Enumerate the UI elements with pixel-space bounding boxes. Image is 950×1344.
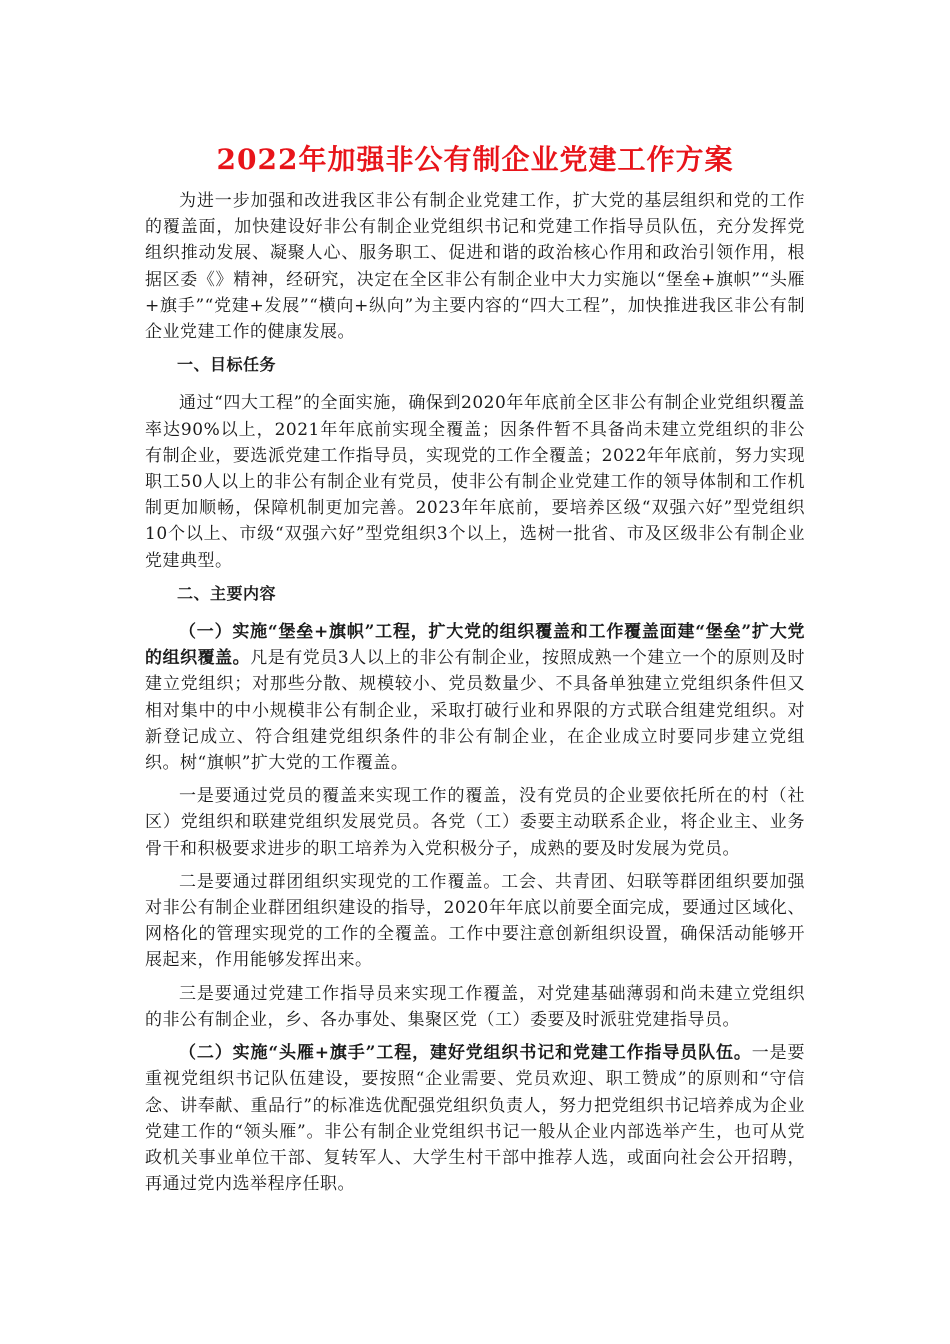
part1-paragraph xyxy=(145,619,805,776)
part1-text: 凡是有党员3人以上的非公有制企业，按照成熟一个建立一个的原则及时建立党组织；对那些分散、规模较小、党员数量少、不具备单独建立党组织条件但又相对集中的中小规模非公有制企业，采取打破行业和界限的方式联合组建党组织。对新登记成立、符合组建党组织条件的非公有制企业，在企业成立时要同步建立党组织。树“旗帜”扩大党的工作覆盖。 xyxy=(145,648,805,774)
part1-heading: （一）实施“堡垒+旗帜”工程，扩大党的组织覆盖和工作覆盖面建“堡垒”扩大党的组织覆盖。 xyxy=(145,622,805,669)
part2-paragraph xyxy=(145,1040,805,1197)
intro-paragraph: 为进一步加强和改进我区非公有制企业党建工作，扩大党的基层组织和党的工作的覆盖面，加快建设好非公有制企业党组织书记和党建工作指导员队伍，充分发挥党组织推动发展、凝聚人心、服务职工、促进和谐的政治核心作用和政治引领作用，根据区委《》精神，经研究，决定在全区非公有制企业中大力实施以“堡垒+旗帜”“头雁+旗手”“党建+发展”“横向+纵向”为主要内容的“四大工程”，加快推进我区非公有制企业党建工作的健康发展。 xyxy=(145,191,805,343)
document-title: 2022年加强非公有制企业党建工作方案 xyxy=(216,143,734,176)
part2-text: 一是要重视党组织书记队伍建设，要按照“企业需要、党员欢迎、职工赞成”的原则和“守信念、讲奉献、重品行”的标准选优配强党组织负责人，努力把党组织书记培养成为企业党建工作的“领头雁”。非公有制企业党组织书记一般从企业内部选举产生，也可从党政机关事业单位干部、复转军人、大学生村干部中推荐人选，或面向社会公开招聘，再通过党内选举程序任职。 xyxy=(145,1043,805,1195)
document-body xyxy=(145,188,805,1204)
point1-paragraph: 一是要通过党员的覆盖来实现工作的覆盖，没有党员的企业要依托所在的村（社区）党组织和联建党组织发展党员。各党（工）委要主动联系企业，将企业主、业务骨干和积极要求进步的职工培养为入党积极分子，成熟的要及时发展为党员。 xyxy=(145,786,805,859)
part2-heading: （二）实施“头雁+旗手”工程，建好党组织书记和党建工作指导员队伍。 xyxy=(179,1043,752,1064)
section-heading-content: 二、主要内容 xyxy=(177,583,277,603)
point3-paragraph: 三是要通过党建工作指导员来实现工作覆盖，对党建基础薄弱和尚未建立党组织的非公有制企业，乡、各办事处、集聚区党（工）委要及时派驻党建指导员。 xyxy=(145,983,805,1030)
point2-paragraph: 二是要通过群团组织实现党的工作覆盖。工会、共青团、妇联等群团组织要加强对非公有制企业群团组织建设的指导，2020年年底以前要全面完成，要通过区域化、网格化的管理实现党的工作的全覆盖。工作中要注意创新组织设置，确保活动能够开展起来，作用能够发挥出来。 xyxy=(145,871,805,971)
goals-paragraph: 通过“四大工程”的全面实施，确保到2020年年底前全区非公有制企业党组织覆盖率达90%以上，2021年年底前实现全覆盖；因条件暂不具备尚未建立党组织的非公有制企业，要选派党建工作指导员，实现党的工作全覆盖；2022年年底前，努力实现职工50人以上的非公有制企业有党员，使非公有制企业党建工作的领导体制和工作机制更加顺畅，保障机制更加完善。2023年年底前，要培养区级“双强六好”型党组织10个以上、市级“双强六好”型党组织3个以上，选树一批省、市及区级非公有制企业党建典型。 xyxy=(145,393,805,571)
section-heading-goals: 一、目标任务 xyxy=(177,355,277,375)
